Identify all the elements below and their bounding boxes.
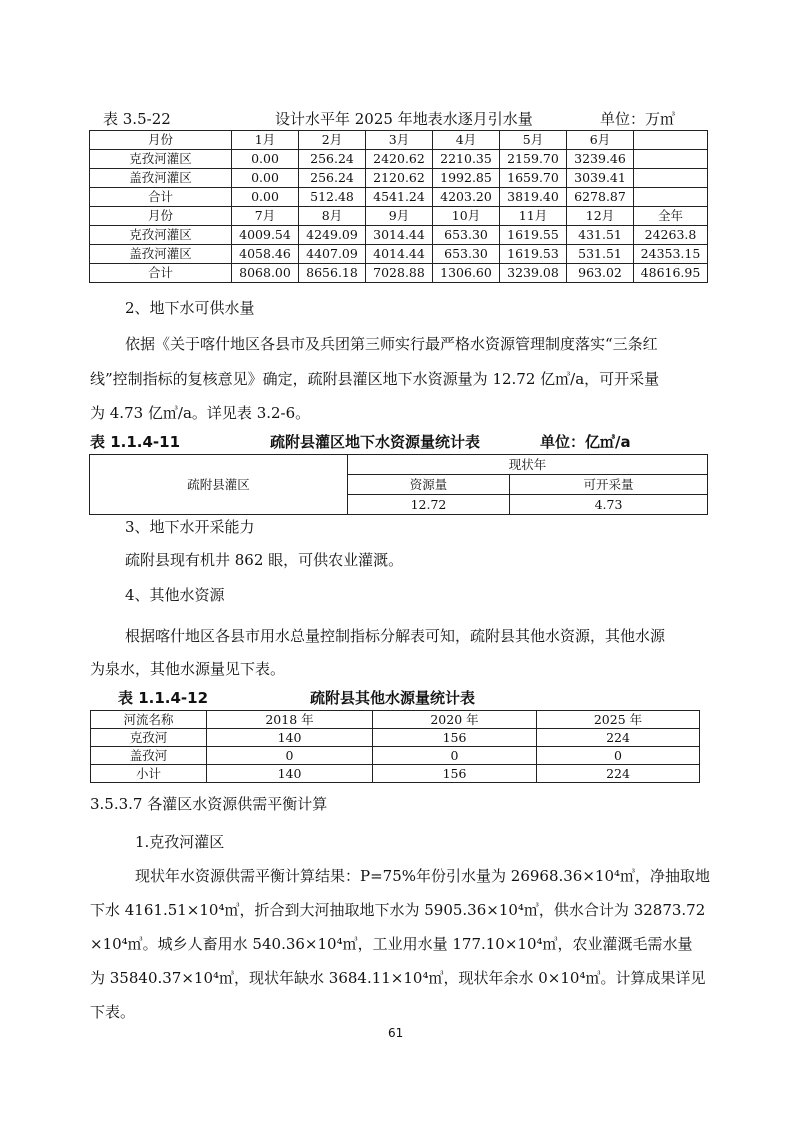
paragraph-line: 疏附县现有机井 862 眼，可供农业灌溉。 <box>125 551 404 569</box>
section-heading-groundwater-supply: 2、地下水可供水量 <box>125 299 255 317</box>
paragraph-line: 现状年水资源供需平衡计算结果：P=75%年份引水量为 26968.36×10⁴㎥，净抽取地 <box>135 867 711 885</box>
table-cell: 3014.44 <box>366 226 433 245</box>
table-row <box>91 765 700 783</box>
table-cell: 合计 <box>90 188 232 207</box>
table-cell: 月份 <box>90 207 232 226</box>
table-row <box>91 747 700 765</box>
subsection-heading-kezi-river: 1.克孜河灌区 <box>135 833 225 851</box>
table-cell <box>634 188 708 207</box>
monthly-diversion-table <box>89 130 708 283</box>
table3-caption-number: 表 1.1.4-12 <box>118 689 209 707</box>
table-cell: 4058.46 <box>232 245 299 264</box>
table-cell: 1619.53 <box>500 245 567 264</box>
table-cell: 1659.70 <box>500 169 567 188</box>
table-cell: 克孜河 <box>91 729 207 747</box>
table2-row-label: 疏附县灌区 <box>90 455 348 515</box>
table-cell: 7月 <box>232 207 299 226</box>
table-cell: 431.51 <box>567 226 634 245</box>
section-heading-supply-demand-balance: 3.5.3.7 各灌区水资源供需平衡计算 <box>90 795 328 813</box>
table-cell: 盖孜河灌区 <box>90 245 232 264</box>
groundwater-resource-table <box>89 454 708 515</box>
table-cell: 1619.55 <box>500 226 567 245</box>
table-cell: 4009.54 <box>232 226 299 245</box>
table-cell: 3月 <box>366 131 433 150</box>
table2-caption-title: 疏附县灌区地下水资源量统计表 <box>270 433 481 451</box>
table-cell: 盖孜河 <box>91 747 207 765</box>
table-header-row <box>90 131 708 150</box>
table-cell: 8068.00 <box>232 264 299 283</box>
table-cell: 653.30 <box>433 226 500 245</box>
table-cell: 盖孜河灌区 <box>90 169 232 188</box>
table-row <box>90 264 708 283</box>
table-cell: 6月 <box>567 131 634 150</box>
table1-caption-unit: 单位：万㎥ <box>600 110 676 128</box>
table-cell: 24353.15 <box>634 245 708 264</box>
table-cell: 156 <box>373 729 537 747</box>
table-cell: 256.24 <box>299 150 366 169</box>
table-cell: 4203.20 <box>433 188 500 207</box>
table2-caption-number: 表 1.1.4-11 <box>90 433 181 451</box>
table-cell: 0 <box>207 747 373 765</box>
other-water-source-table <box>90 710 700 783</box>
table-cell: 963.02 <box>567 264 634 283</box>
table-cell <box>634 169 708 188</box>
table-cell: 2210.35 <box>433 150 500 169</box>
table-cell: 224 <box>537 765 700 783</box>
table-row <box>90 226 708 245</box>
table2-value-resource: 12.72 <box>348 495 510 515</box>
table-cell: 3039.41 <box>567 169 634 188</box>
table-cell: 140 <box>207 729 373 747</box>
table-cell: 全年 <box>634 207 708 226</box>
table-cell: 7028.88 <box>366 264 433 283</box>
table-cell: 4014.44 <box>366 245 433 264</box>
table-row <box>90 169 708 188</box>
table-cell: 12月 <box>567 207 634 226</box>
table-cell <box>634 150 708 169</box>
table-cell: 0.00 <box>232 188 299 207</box>
table-cell: 2025 年 <box>537 711 700 729</box>
table-cell: 2018 年 <box>207 711 373 729</box>
table-cell: 24263.8 <box>634 226 708 245</box>
table-cell: 1992.85 <box>433 169 500 188</box>
table-cell: 224 <box>537 729 700 747</box>
table2-group-header: 现状年 <box>348 455 708 475</box>
paragraph-line: 为泉水，其他水源量见下表。 <box>90 660 286 678</box>
table2-value-exploitable: 4.73 <box>510 495 708 515</box>
table-cell: 河流名称 <box>91 711 207 729</box>
paragraph-line: ×10⁴㎥。城乡人畜用水 540.36×10⁴㎥，工业用水量 177.10×10⁴㎥，农业灌溉毛需水量 <box>90 935 693 953</box>
table-cell: 0 <box>373 747 537 765</box>
table-cell: 11月 <box>500 207 567 226</box>
paragraph-line: 为 35840.37×10⁴㎥，现状年缺水 3684.11×10⁴㎥，现状年余水 0×10⁴㎥。计算成果详见 <box>90 969 706 987</box>
section-heading-extraction-capacity: 3、地下水开采能力 <box>125 518 255 536</box>
table-cell: 合计 <box>90 264 232 283</box>
table3-caption-title: 疏附县其他水源量统计表 <box>310 689 476 707</box>
paragraph-line: 为 4.73 亿㎥/a。详见表 3.2-6。 <box>90 404 311 422</box>
table2-col-header-resource: 资源量 <box>348 475 510 495</box>
table-cell: 0.00 <box>232 150 299 169</box>
table-cell: 4249.09 <box>299 226 366 245</box>
page-number: 61 <box>388 1026 404 1040</box>
table-cell: 4407.09 <box>299 245 366 264</box>
paragraph-line: 依据《关于喀什地区各县市及兵团第三师实行最严格水资源管理制度落实“三条红 <box>125 335 658 353</box>
table-cell: 256.24 <box>299 169 366 188</box>
table-row <box>90 245 708 264</box>
table-cell: 0 <box>537 747 700 765</box>
table-cell: 8月 <box>299 207 366 226</box>
table-row <box>91 729 700 747</box>
table-cell: 512.48 <box>299 188 366 207</box>
table1-caption-number: 表 3.5-22 <box>103 110 171 128</box>
table-row <box>90 150 708 169</box>
paragraph-line: 下水 4161.51×10⁴㎥，折合到大河抽取地下水为 5905.36×10⁴㎥，供水合计为 32873.72 <box>90 901 706 919</box>
table-cell: 48616.95 <box>634 264 708 283</box>
table-cell: 月份 <box>90 131 232 150</box>
table-cell: 3239.08 <box>500 264 567 283</box>
table-cell: 3819.40 <box>500 188 567 207</box>
table-cell: 2120.62 <box>366 169 433 188</box>
table-cell: 10月 <box>433 207 500 226</box>
table-cell: 3239.46 <box>567 150 634 169</box>
table-cell: 0.00 <box>232 169 299 188</box>
table-header-row <box>90 207 708 226</box>
table-cell: 8656.18 <box>299 264 366 283</box>
paragraph-line: 根据喀什地区各县市用水总量控制指标分解表可知，疏附县其他水资源，其他水源 <box>125 627 666 645</box>
table-cell: 5月 <box>500 131 567 150</box>
table-cell: 2月 <box>299 131 366 150</box>
table-cell: 2420.62 <box>366 150 433 169</box>
table2-caption-unit: 单位：亿㎥/a <box>540 433 631 451</box>
table-cell: 2020 年 <box>373 711 537 729</box>
table-cell: 2159.70 <box>500 150 567 169</box>
table-cell: 9月 <box>366 207 433 226</box>
table-cell: 4541.24 <box>366 188 433 207</box>
table-cell: 1月 <box>232 131 299 150</box>
table-cell: 6278.87 <box>567 188 634 207</box>
table-cell: 小计 <box>91 765 207 783</box>
table-cell: 156 <box>373 765 537 783</box>
table2-col-header-exploitable: 可开采量 <box>510 475 708 495</box>
section-heading-other-water: 4、其他水资源 <box>125 586 225 604</box>
table-cell: 克孜河灌区 <box>90 150 232 169</box>
table-cell: 4月 <box>433 131 500 150</box>
table1-caption-title: 设计水平年 2025 年地表水逐月引水量 <box>275 110 533 128</box>
paragraph-line: 线”控制指标的复核意见》确定，疏附县灌区地下水资源量为 12.72 亿㎥/a，可开采量 <box>90 370 660 388</box>
table-cell: 531.51 <box>567 245 634 264</box>
table-cell: 1306.60 <box>433 264 500 283</box>
table-cell: 140 <box>207 765 373 783</box>
table-cell: 克孜河灌区 <box>90 226 232 245</box>
paragraph-line: 下表。 <box>90 1003 136 1021</box>
table-header-row <box>91 711 700 729</box>
table-cell <box>634 131 708 150</box>
table-cell: 653.30 <box>433 245 500 264</box>
table-row <box>90 188 708 207</box>
